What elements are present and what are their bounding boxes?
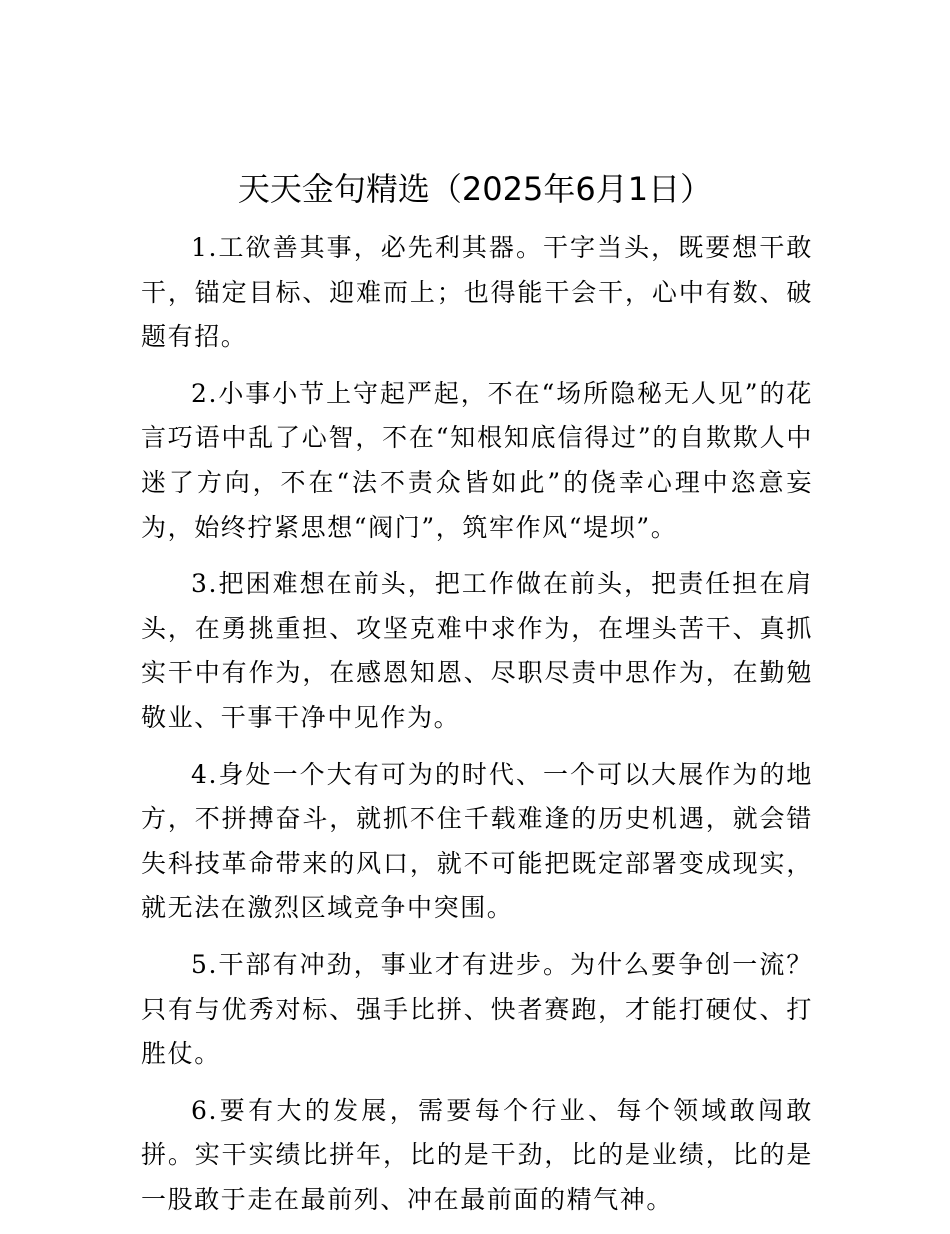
quote-paragraph-5: 5.干部有冲劲，事业才有进步。为什么要争创一流？只有与优秀对标、强手比拼、快者赛跑，才能打硬仗、打胜仗。 bbox=[141, 949, 813, 1069]
quote-paragraph-6: 6.要有大的发展，需要每个行业、每个领域敢闯敢拼。实干实绩比拼年，比的是干劲，比的是业绩，比的是一股敢于走在最前列、冲在最前面的精气神。 bbox=[141, 1095, 813, 1214]
quote-paragraph-4: 4.身处一个大有可为的时代、一个可以大展作为的地方，不拼搏奋斗，就抓不住千载难逢的历史机遇，就会错失科技革命带来的风口，就不可能把既定部署变成现实，就无法在激烈区域竞争中突围。 bbox=[141, 759, 813, 923]
quote-paragraph-1: 1.工欲善其事，必先利其器。干字当头，既要想干敢干，锚定目标、迎难而上；也得能干会干，心中有数、破题有招。 bbox=[141, 233, 813, 352]
document-body bbox=[141, 226, 813, 1234]
quote-paragraph-2: 2.小事小节上守起严起，不在“场所隐秘无人见”的花言巧语中乱了心智，不在“知根知底信得过”的自欺欺人中迷了方向，不在“法不责众皆如此”的侥幸心理中恣意妄为，始终拧紧思想“阀门”，筑牢作风“堤坝”。 bbox=[141, 378, 813, 542]
document-title: 天天金句精选（2025年6月1日） bbox=[237, 170, 713, 208]
quote-paragraph-3: 3.把困难想在前头，把工作做在前头，把责任担在肩头，在勇挑重担、攻坚克难中求作为，在埋头苦干、真抓实干中有作为，在感恩知恩、尽职尽责中思作为，在勤勉敬业、干事干净中见作为。 bbox=[141, 569, 813, 732]
